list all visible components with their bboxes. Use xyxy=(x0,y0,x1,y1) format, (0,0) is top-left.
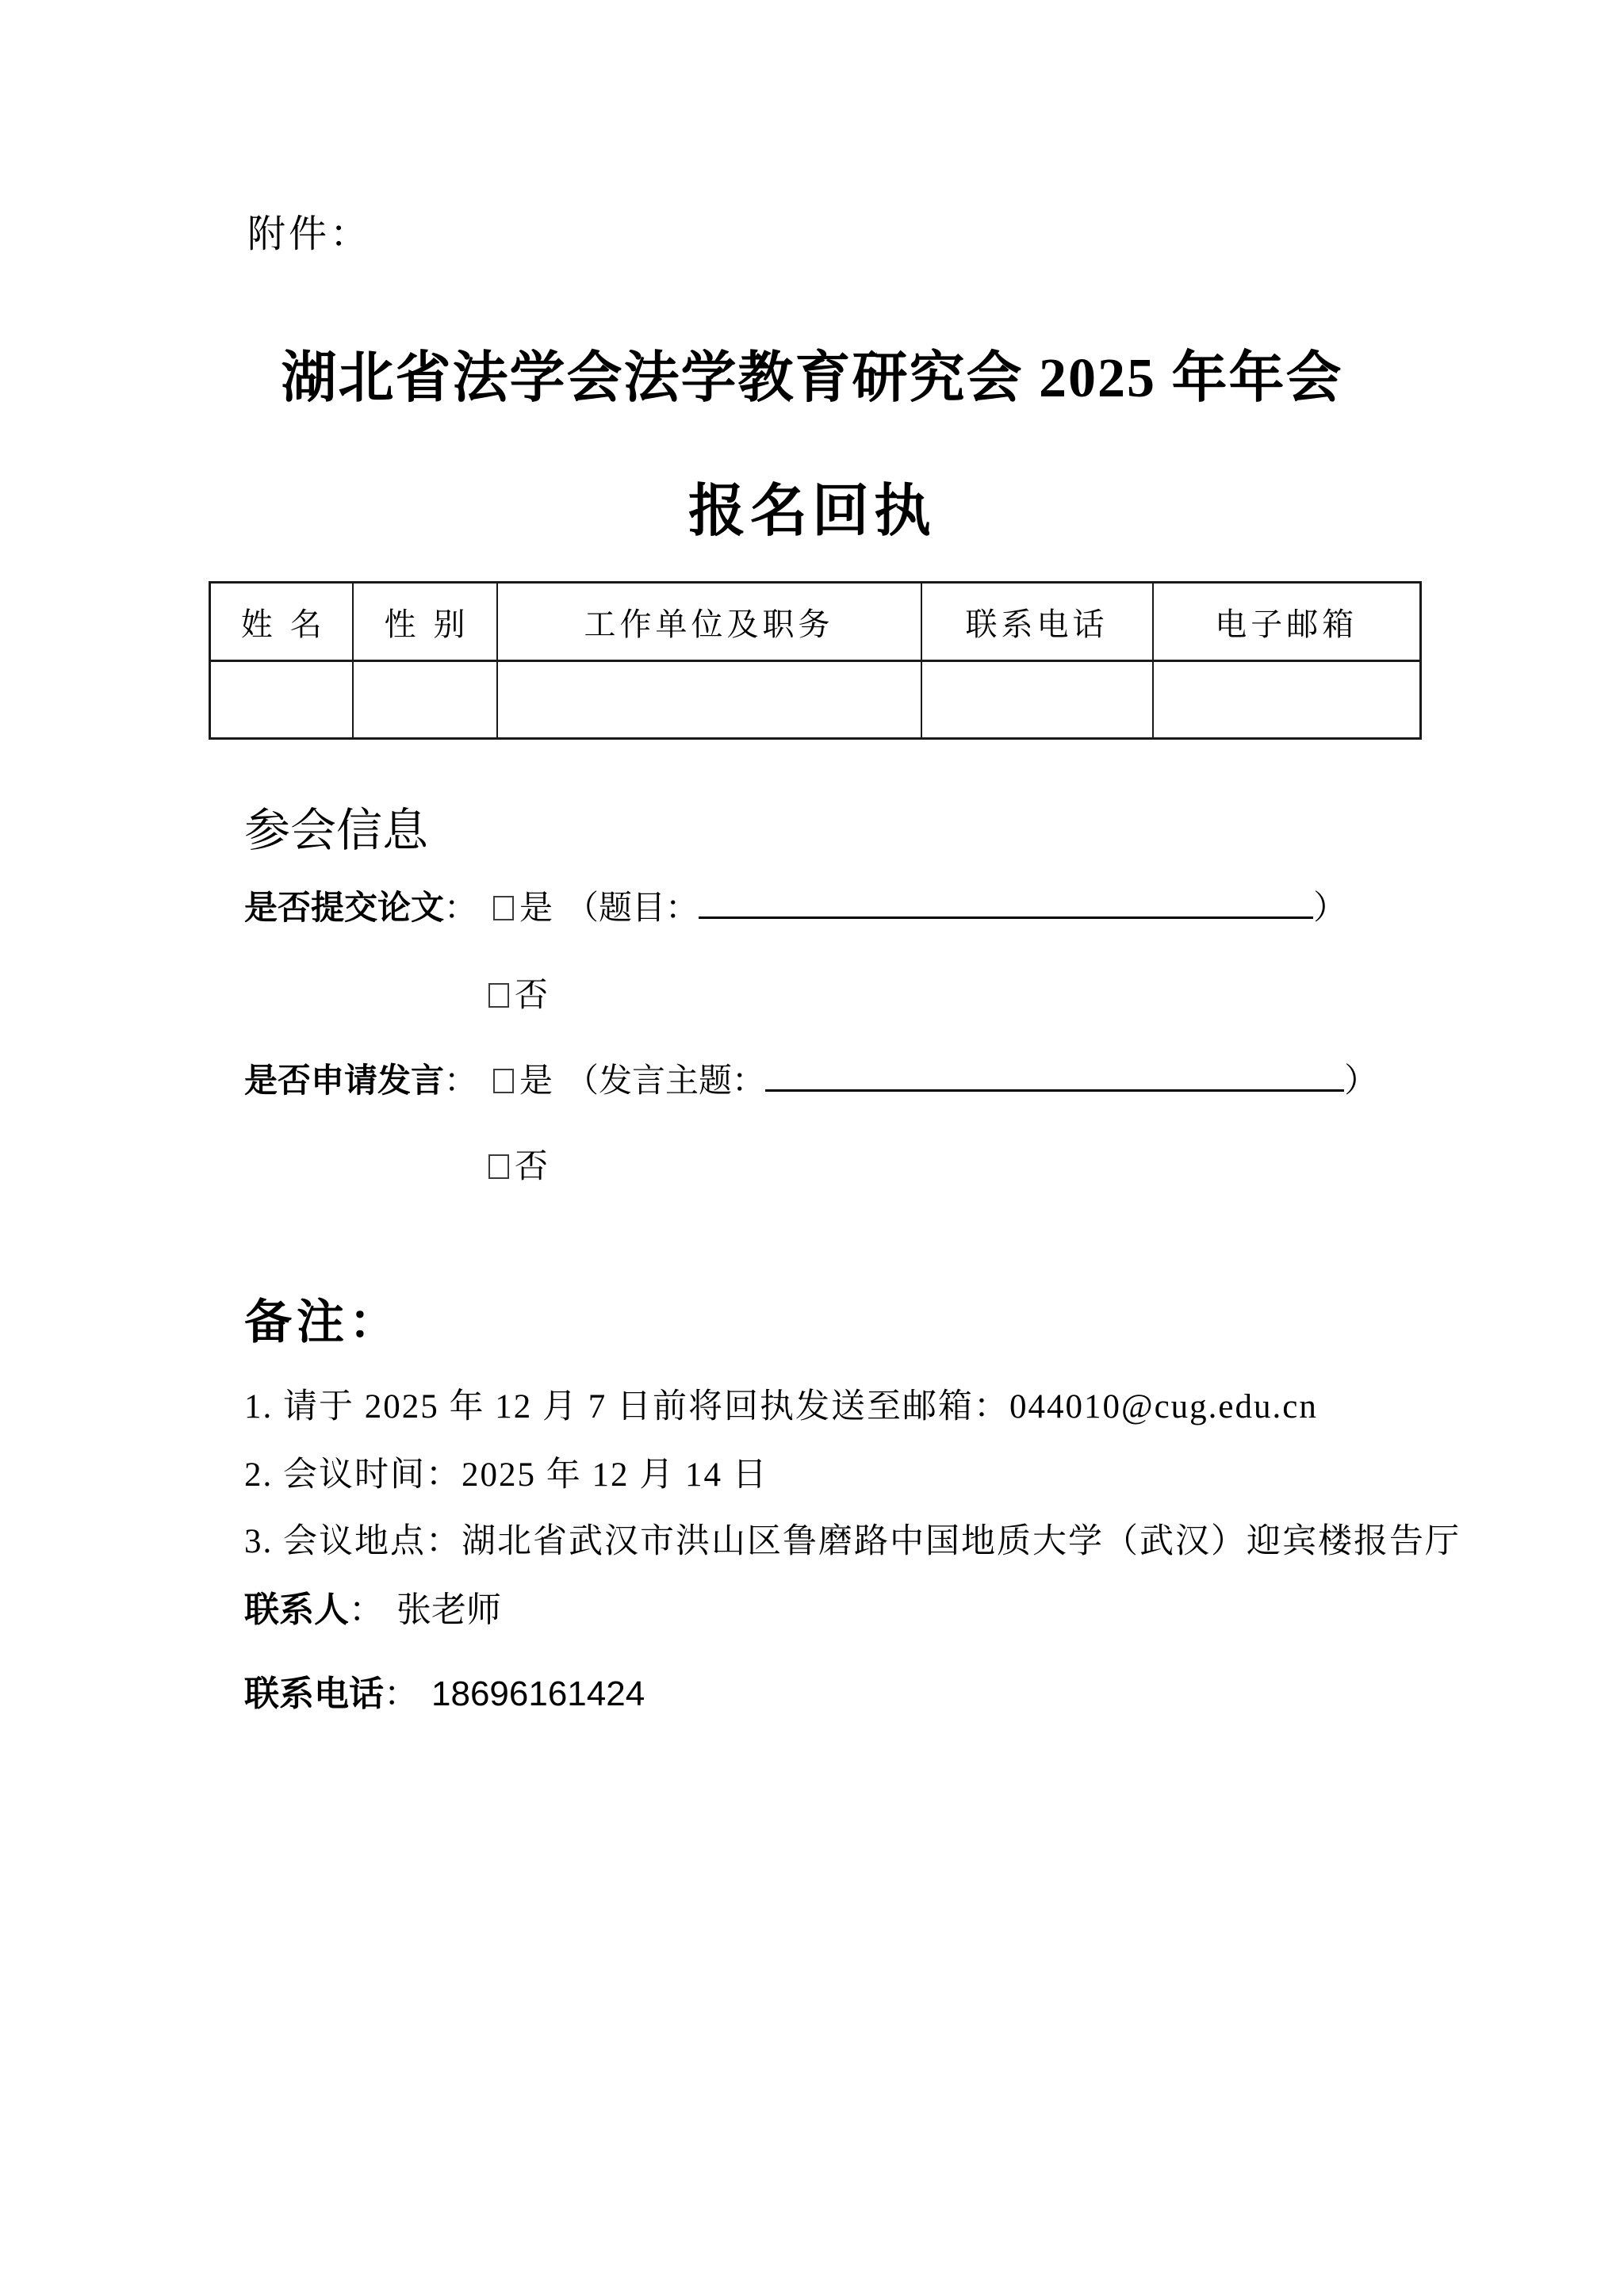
paper-question-line xyxy=(244,882,1346,929)
paper-no-option xyxy=(488,969,548,1016)
col-header-email: 电子邮箱 xyxy=(1153,583,1421,661)
speech-no-option xyxy=(488,1140,548,1188)
input-cell-workunit[interactable] xyxy=(497,661,921,739)
paper-question-label: 是否提交论文 xyxy=(244,889,445,926)
speech-yes-label: 是 xyxy=(519,1062,553,1099)
participation-heading: 参会信息 xyxy=(244,805,429,856)
remarks-heading: 备注： xyxy=(244,1296,401,1349)
speech-no-label: 否 xyxy=(515,1147,549,1184)
input-cell-name[interactable] xyxy=(210,661,353,739)
speech-topic-blank[interactable] xyxy=(765,1081,1344,1092)
contact-phone-line xyxy=(244,1665,645,1716)
input-cell-phone[interactable] xyxy=(921,661,1153,739)
speech-question-colon: ： xyxy=(444,1062,478,1099)
table-header-row xyxy=(210,583,1421,661)
contact-person-label: 联系人 xyxy=(244,1590,349,1629)
document-title-line1: 湖北省法学会法学教育研究会 2025 年年会 xyxy=(281,348,1343,409)
document-title-line2: 报名回执 xyxy=(688,480,936,543)
paper-no-checkbox[interactable] xyxy=(488,983,509,1008)
speech-question-line xyxy=(244,1054,1377,1102)
col-header-gender: 性别 xyxy=(353,583,497,661)
registration-table xyxy=(209,581,1422,740)
speech-question-label: 是否申请发言 xyxy=(244,1062,445,1099)
col-header-name: 姓名 xyxy=(210,583,353,661)
contact-person-value: 张老师 xyxy=(396,1590,501,1629)
contact-phone-colon: ： xyxy=(384,1674,419,1713)
paper-question-colon: ： xyxy=(444,889,478,926)
speech-topic-prefix: （发言主题： xyxy=(565,1062,766,1099)
speech-no-checkbox[interactable] xyxy=(488,1154,509,1179)
paper-yes-label: 是 xyxy=(519,889,553,926)
remark-item-meeting-time: 2. 会议时间：2025 年 12 月 14 日 xyxy=(244,1456,768,1494)
contact-person-colon: ： xyxy=(349,1590,384,1629)
speech-yes-checkbox[interactable] xyxy=(493,1069,514,1093)
contact-phone-label: 联系电话 xyxy=(244,1674,384,1713)
attachment-label: 附件： xyxy=(247,213,372,255)
input-cell-gender[interactable] xyxy=(353,661,497,739)
paper-no-label: 否 xyxy=(515,976,549,1013)
contact-person-line xyxy=(244,1581,501,1632)
paper-title-prefix: （题目： xyxy=(565,889,699,926)
col-header-workunit: 工作单位及职务 xyxy=(497,583,921,661)
paper-title-blank[interactable] xyxy=(699,909,1313,919)
col-header-phone: 联系电话 xyxy=(921,583,1153,661)
paper-yes-checkbox[interactable] xyxy=(493,896,514,920)
remark-item-deadline: 1. 请于 2025 年 12 月 7 日前将回执发送至邮箱：044010@cug.edu.cn xyxy=(244,1388,1318,1425)
remark-item-meeting-location: 3. 会议地点：湖北省武汉市洪山区鲁磨路中国地质大学（武汉）迎宾楼报告厅 xyxy=(244,1523,1461,1560)
paper-close-paren: ） xyxy=(1313,889,1347,926)
table-row xyxy=(210,661,1421,739)
input-cell-email[interactable] xyxy=(1153,661,1421,739)
speech-close-paren: ） xyxy=(1344,1062,1378,1099)
contact-phone-value: 18696161424 xyxy=(431,1674,645,1713)
